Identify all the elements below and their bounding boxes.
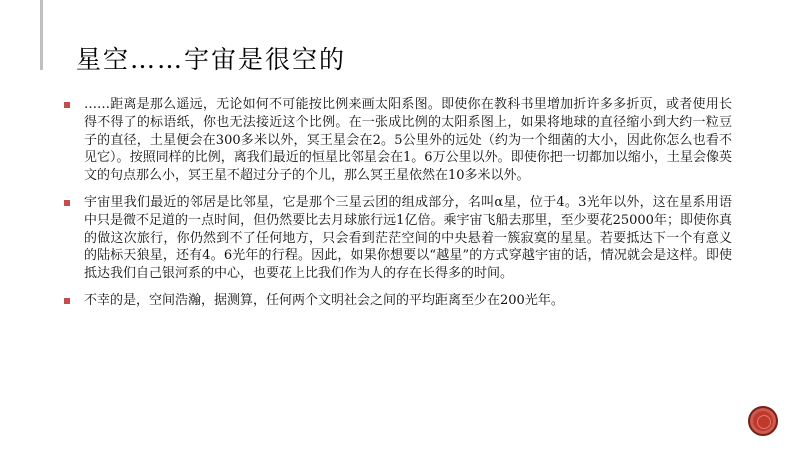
slide-title: 星空……宇宙是很空的 xyxy=(76,45,347,74)
bullet-square-icon xyxy=(64,102,70,108)
bullet-text-2: 宇宙里我们最近的邻居是比邻星，它是那个三星云团的组成部分，名叫α星，位于4。3光年以外，这在星系用语中只是微不足道的一点时间，但仍然要比去月球旅行远1亿倍。乘宇宙飞船去那里，至少要花25000年；即使你真的做这次旅行，你仍然到不了任何地方，只会看到茫茫空间的中央悬着一簇寂寞的星星。若要抵达下一个有意义的陆标天狼星，还有4。6光年的行程。因此，如果你想要以“越星”的方式穿越宇宙的话，情况就会是这样。即使抵达我们自己银河系的中心，也要花上比我们作为人的存在长得多的时间。 xyxy=(84,194,732,282)
bullet-paragraph-3 xyxy=(64,292,732,310)
bullet-paragraph-2 xyxy=(64,194,732,283)
slide-body xyxy=(64,96,732,319)
bullet-text-1: ……距离是那么遥远，无论如何不可能按比例来画太阳系图。即使你在教科书里增加折许多多折页，或者使用长得不得了的标语纸，你也无法接近这个比例。在一张成比例的太阳系图上，如果将地球的直径缩小到大约一粒豆子的直径，土星便会在300多米以外，冥王星会在2。5公里外的远处（约为一个细菌的大小，因此你怎么也看不见它）。按照同样的比例，离我们最近的恒星比邻星会在1。6万公里以外。即使你把一切都加以缩小，土星会像英文的句点那么小，冥王星不超过分子的个儿，那么冥王星依然在10多米以外。 xyxy=(84,97,732,184)
bullet-paragraph-1 xyxy=(64,96,732,185)
bullet-square-icon xyxy=(64,200,70,206)
bullet-text-3: 不幸的是，空间浩瀚，据测算，任何两个文明社会之间的平均距离至少在200光年。 xyxy=(84,292,564,308)
red-seal-logo xyxy=(748,406,778,436)
bullet-square-icon xyxy=(64,298,70,304)
title-accent-line xyxy=(40,0,43,70)
